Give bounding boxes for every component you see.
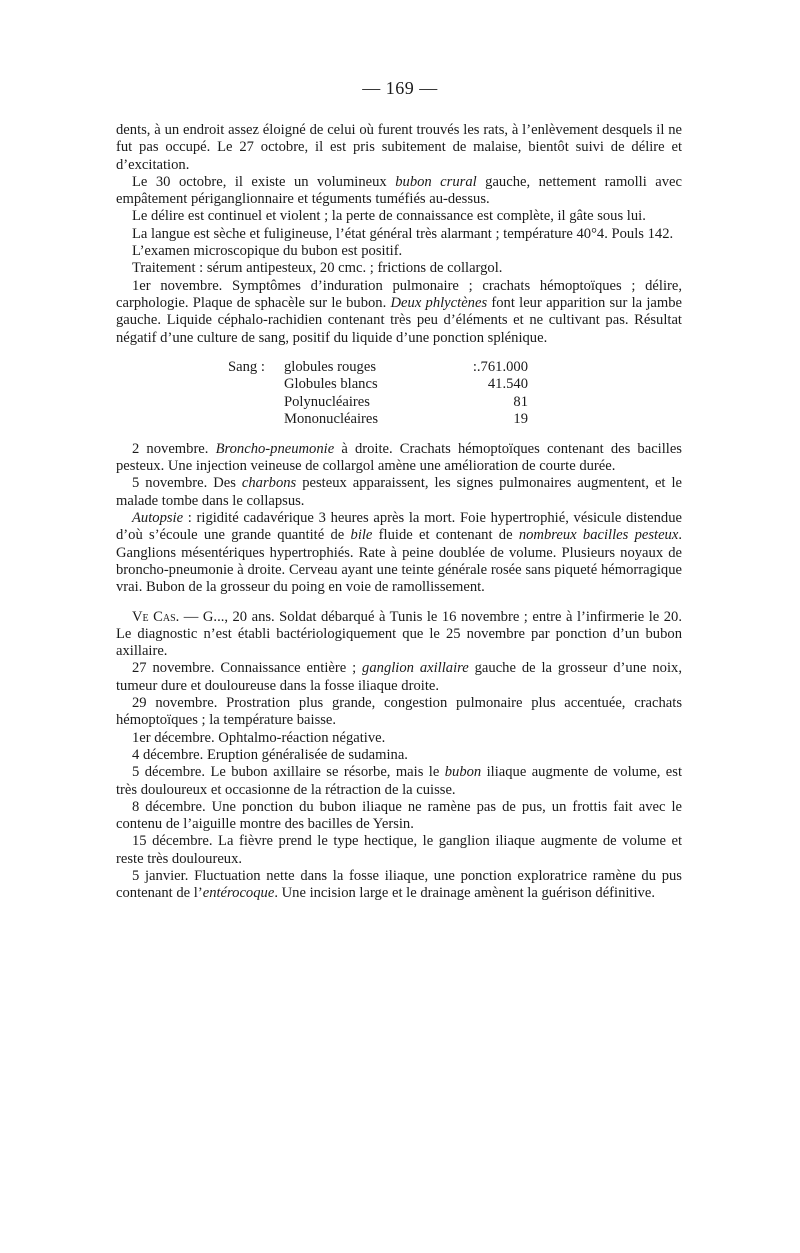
blood-row-name: Polynucléaires: [284, 393, 370, 410]
paragraph: [116, 278, 682, 347]
paragraph: [116, 730, 682, 747]
italic-term: ganglion axillaire: [362, 660, 469, 677]
blood-row-name: Globules blancs: [284, 376, 378, 393]
text-run: Le délire est continuel et violent ; la perte de connaissance est complète, il gâte sous lui.: [132, 208, 646, 225]
text-run: . Ganglions mésentériques hypertrophiés. Rate à peine doublée de volume. Plusieurs noyaux de broncho-pneumonie à droite. Cerveau ayant une teinte générale rosée sans piqueté hémorragique vrai. Bubon de la grosseur du poing en voie de ramollissement.: [116, 527, 682, 596]
italic-term: charbons: [241, 475, 297, 492]
text-run: 1er décembre. Ophtalmo-réaction négative.: [132, 729, 386, 746]
text-run: 5 décembre. Le bubon axillaire se résorbe, mais le: [132, 764, 445, 781]
text-run: font leur apparition sur la jambe gauche. Liquide céphalo-rachidien contenant très peu d’éléments et ne cultivant pas. Résultat négatif d’une culture de sang, positif du liquide d’une ponction splénique.: [116, 294, 683, 346]
text-run: : rigidité cadavérique 3 heures après la mort. Foie hypertrophié, vésicule distendue d’où s’écoule une grande quantité de: [116, 510, 682, 544]
case-five-section: [116, 609, 682, 903]
italic-term: Deux phlyctènes: [390, 294, 488, 311]
paragraph: [116, 609, 682, 661]
paragraph: [116, 208, 682, 225]
text-run: 1er novembre. Symptômes d’induration pulmonaire ; crachats hémoptoïques ; délire, carphologie. Plaque de sphacèle sur le bubon.: [116, 277, 682, 311]
blood-row-value: 41.540: [487, 376, 528, 393]
text-run: . Une incision large et le drainage amènent la guérison définitive.: [274, 885, 655, 902]
italic-term: Autopsie: [132, 510, 184, 527]
text-run: 15 décembre. La fièvre prend le type hectique, le ganglion iliaque augmente de volume et reste très douloureux.: [116, 833, 682, 867]
text-run: Traitement : sérum antipesteux, 20 cmc. ; frictions de collargol.: [132, 260, 503, 277]
paragraph: [116, 260, 682, 277]
italic-term: bubon: [444, 764, 482, 781]
text-run: à droite. Crachats hémoptoïques contenant des bacilles pesteux. Une injection veineuse de collargol amène une amélioration de courte durée.: [116, 440, 682, 475]
text-run: gauche, nettement ramolli avec empâtement périganglionnaire et téguments tuméfiés au-dessus.: [116, 173, 682, 208]
paragraph: [116, 174, 682, 209]
text-run: 5 janvier. Fluctuation nette dans la fosse iliaque, une ponction exploratrice ramène du pus contenant de l’: [116, 867, 682, 902]
paragraph: [116, 695, 682, 730]
text-run: 27 novembre. Connaissance entière ;: [132, 660, 363, 677]
blood-table-row: [228, 359, 532, 377]
text-run: 5 novembre. Des: [132, 475, 242, 492]
italic-term: Broncho-pneumonie: [215, 440, 335, 457]
blood-table-row: [228, 411, 532, 429]
paragraph: [116, 660, 682, 695]
paragraphs-middle: [116, 441, 682, 597]
paragraphs-top: [116, 122, 682, 347]
italic-term: bile: [350, 527, 373, 544]
text-column-top: [116, 122, 682, 903]
paragraph: [116, 226, 682, 243]
paragraph: [116, 243, 682, 260]
paragraph: [116, 122, 682, 174]
page-number: — 169 —: [362, 78, 438, 98]
paragraph: [116, 747, 682, 764]
text-run: Le 30 octobre, il existe un volumineux: [132, 173, 396, 190]
paragraph: [116, 868, 682, 903]
blood-row-value: :.761.000: [472, 358, 528, 375]
blood-table-row: [228, 376, 532, 394]
text-run: 2 novembre.: [132, 440, 216, 457]
blood-row-name: Mononucléaires: [284, 411, 379, 428]
blood-row-value: 81: [513, 393, 528, 410]
text-run: La langue est sèche et fuligineuse, l’état général très alarmant ; température 40°4. Pouls 142.: [132, 225, 674, 242]
case-heading: Ve Cas.: [132, 608, 180, 625]
text-run: 8 décembre. Une ponction du bubon iliaque ne ramène pas de pus, un frottis fait avec le contenu de l’aiguille montre des bacilles de Yersin.: [116, 798, 682, 833]
paragraph: [116, 475, 682, 510]
blood-table-lead: Sang :: [228, 358, 265, 375]
text-run: 29 novembre. Prostration plus grande, congestion pulmonaire plus accentuée, crachats hémoptoïques ; la température baisse.: [116, 695, 682, 729]
paragraph: [116, 510, 682, 596]
paragraph: [116, 799, 682, 834]
italic-term: nombreux bacilles pesteux: [518, 527, 679, 544]
text-run: — G..., 20 ans. Soldat débarqué à Tunis le 16 novembre ; entre à l’infirmerie le 20. Le diagnostic n’est établi bactériologiquement que le 25 novembre par ponction d’un bubon axillaire.: [116, 608, 682, 660]
italic-term: bubon crural: [395, 173, 477, 190]
blood-row-name: globules rouges: [284, 358, 377, 375]
blood-table-row: [228, 394, 532, 412]
text-run: dents, à un endroit assez éloigné de celui où furent trouvés les rats, à l’enlèvement desquels il ne fut pas occupé. Le 27 octobre, il est pris subitement de malaise, bientôt suivi de délire et d’excitation.: [116, 122, 682, 173]
paragraph: [116, 764, 682, 799]
text-run: 4 décembre. Eruption généralisée de sudamina.: [132, 746, 408, 763]
paragraph: [116, 441, 682, 476]
paragraph: [116, 833, 682, 868]
blood-count-table: [228, 359, 532, 429]
text-run: fluide et contenant de: [372, 527, 519, 544]
text-run: gauche de la grosseur d’une noix, tumeur dure et douloureuse dans la fosse iliaque droite.: [116, 660, 682, 694]
blood-row-value: 19: [513, 411, 528, 428]
text-run: iliaque augmente de volume, est très douloureux et occasionne de la rétraction de la cuisse.: [116, 764, 683, 798]
italic-term: entérocoque: [202, 885, 275, 902]
text-run: L’examen microscopique du bubon est positif.: [132, 243, 403, 260]
text-run: pesteux apparaissent, les signes pulmonaires augmentent, et le malade tombe dans le collapsus.: [116, 475, 682, 509]
